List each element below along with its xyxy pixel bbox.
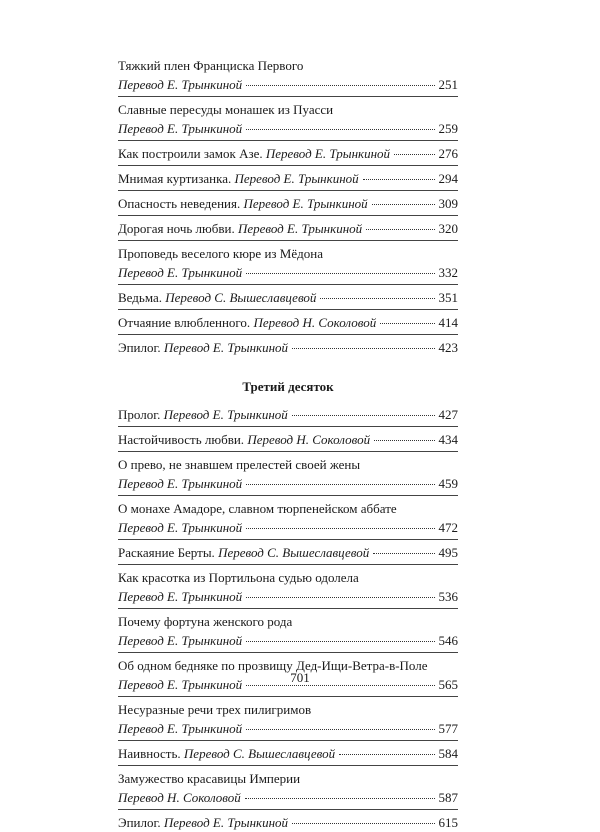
- entry-text: [118, 144, 390, 163]
- entry-title: Ведьма.: [118, 290, 162, 305]
- entry-text: [118, 338, 288, 357]
- entry-title: Наивность.: [118, 746, 181, 761]
- entry-page-number: 251: [438, 77, 458, 92]
- entry-translator: Перевод Н. Соколовой: [253, 315, 377, 330]
- page-number: 701: [290, 670, 310, 685]
- entry-divider: [118, 495, 458, 496]
- entry-translator: Перевод Е. Трынкиной: [265, 146, 391, 161]
- toc-entry: [118, 543, 458, 562]
- entry-page-number: 259: [438, 121, 458, 136]
- entry-divider: [118, 309, 458, 310]
- entry-page-number: 351: [438, 290, 458, 305]
- entry-divider: [118, 215, 458, 216]
- entry-divider: [118, 165, 458, 166]
- entry-translator: Перевод Е. Трынкиной: [118, 121, 243, 136]
- dot-leader: [246, 528, 434, 529]
- toc-entry: [118, 455, 458, 493]
- entry-page-number: 276: [438, 146, 458, 161]
- entry-translator: Перевод Е. Трынкиной: [118, 476, 243, 491]
- entry-text: [118, 543, 369, 562]
- entry-title: О прево, не знавшем прелестей своей жены: [118, 457, 361, 472]
- entry-title: О монахе Амадоре, славном тюрпенейском аббате: [118, 501, 397, 516]
- entry-divider: [118, 740, 458, 741]
- entry-title: Эпилог.: [118, 340, 161, 355]
- entry-title: Тяжкий плен Франциска Первого: [118, 58, 304, 73]
- entry-divider: [118, 765, 458, 766]
- entry-divider: [118, 240, 458, 241]
- toc-entry: [118, 288, 458, 307]
- toc-entry: [118, 219, 458, 238]
- entry-text: [118, 169, 359, 188]
- toc-entry: [118, 56, 458, 94]
- dot-leader: [246, 641, 434, 642]
- toc-entry: [118, 430, 458, 449]
- entry-translator: Перевод Н. Соколовой: [118, 790, 241, 805]
- entry-translator: Перевод С. Вышеславцевой: [218, 545, 370, 560]
- entry-title: Пролог.: [118, 407, 161, 422]
- toc-entry: [118, 813, 458, 832]
- toc-entry: [118, 700, 458, 738]
- entry-translator: Перевод Е. Трынкиной: [118, 77, 243, 92]
- entry-title: Замужество красавицы Империи: [118, 771, 301, 786]
- toc-entry: [118, 194, 458, 213]
- entry-divider: [118, 608, 458, 609]
- entry-divider: [118, 190, 458, 191]
- entry-title: Как красотка из Портильона судью одолела: [118, 570, 359, 585]
- entry-page-number: 459: [438, 476, 458, 491]
- entry-page-number: 427: [438, 407, 458, 422]
- entry-translator: Перевод Н. Соколовой: [247, 432, 371, 447]
- entry-translator: Перевод Е. Трынкиной: [163, 815, 289, 830]
- entry-text: [118, 744, 335, 763]
- dot-leader: [320, 298, 434, 299]
- dot-leader: [363, 179, 435, 180]
- entry-translator: Перевод Е. Трынкиной: [163, 407, 288, 422]
- dot-leader: [372, 204, 435, 205]
- entry-divider: [118, 539, 458, 540]
- toc-entry: [118, 568, 458, 606]
- entry-page-number: 320: [438, 221, 458, 236]
- entry-page-number: 309: [438, 196, 458, 211]
- entry-text: [118, 219, 362, 238]
- dot-leader: [246, 729, 434, 730]
- toc-entry: [118, 612, 458, 650]
- dot-leader: [374, 440, 434, 441]
- dot-leader: [394, 154, 434, 155]
- section-title: Третий десяток: [242, 379, 334, 394]
- toc-entry: [118, 244, 458, 282]
- entry-divider: [118, 334, 458, 335]
- entry-translator: Перевод С. Вышеславцевой: [165, 290, 317, 305]
- entry-page-number: 615: [438, 815, 458, 830]
- entry-page-number: 294: [438, 171, 458, 186]
- toc-entry: [118, 144, 458, 163]
- entry-divider: [118, 451, 458, 452]
- entry-title: Дорогая ночь любви.: [118, 221, 235, 236]
- entry-divider: [118, 809, 458, 810]
- entry-translator: Перевод Е. Трынкиной: [118, 721, 243, 736]
- dot-leader: [246, 273, 434, 274]
- entry-translator: Перевод Е. Трынкиной: [243, 196, 368, 211]
- entry-title: Проповедь веселого кюре из Мёдона: [118, 246, 323, 261]
- toc-entry: [118, 499, 458, 537]
- entry-page-number: 565: [438, 677, 458, 692]
- toc-section-second-ten: [118, 56, 458, 357]
- entry-text: [118, 430, 370, 449]
- entry-page-number: 414: [438, 315, 458, 330]
- entry-title: Отчаяние влюбленного.: [118, 315, 251, 330]
- entry-translator: Перевод Е. Трынкиной: [234, 171, 359, 186]
- dot-leader: [292, 415, 435, 416]
- entry-translator: Перевод Е. Трынкиной: [118, 520, 243, 535]
- entry-divider: [118, 96, 458, 97]
- entry-title: Опасность неведения.: [118, 196, 241, 211]
- toc-entry: [118, 313, 458, 332]
- entry-translator: Перевод Е. Трынкиной: [118, 633, 243, 648]
- dot-leader: [246, 484, 434, 485]
- dot-leader: [246, 85, 434, 86]
- toc-entry: [118, 744, 458, 763]
- entry-title: Мнимая куртизанка.: [118, 171, 232, 186]
- entry-title: Как построили замок Азе.: [118, 146, 263, 161]
- entry-page-number: 587: [438, 790, 458, 805]
- dot-leader: [292, 348, 434, 349]
- entry-text: [118, 288, 316, 307]
- entry-translator: Перевод Е. Трынкиной: [163, 340, 289, 355]
- entry-divider: [118, 696, 458, 697]
- entry-divider: [118, 284, 458, 285]
- dot-leader: [380, 323, 434, 324]
- entry-title: Славные пересуды монашек из Пуасси: [118, 102, 334, 117]
- entry-divider: [118, 140, 458, 141]
- entry-title: Настойчивость любви.: [118, 432, 245, 447]
- entry-page-number: 472: [438, 520, 458, 535]
- entry-divider: [118, 652, 458, 653]
- entry-translator: Перевод Е. Трынкиной: [118, 677, 243, 692]
- entry-text: [118, 813, 288, 832]
- toc-entry: [118, 769, 458, 807]
- entry-title: Почему фортуна женского рода: [118, 614, 293, 629]
- toc-section-third-ten: [118, 405, 458, 832]
- entry-divider: [118, 426, 458, 427]
- toc-entry: [118, 169, 458, 188]
- dot-leader: [246, 129, 434, 130]
- dot-leader: [246, 597, 434, 598]
- entry-page-number: 495: [438, 545, 458, 560]
- dot-leader: [292, 823, 434, 824]
- entry-text: [118, 405, 288, 424]
- dot-leader: [366, 229, 434, 230]
- entry-title: Раскаяние Берты.: [118, 545, 215, 560]
- dot-leader: [245, 798, 435, 799]
- table-of-contents: [118, 56, 458, 832]
- entry-page-number: 434: [438, 432, 458, 447]
- entry-page-number: 584: [438, 746, 458, 761]
- toc-entry: [118, 338, 458, 357]
- dot-leader: [339, 754, 434, 755]
- dot-leader: [373, 553, 434, 554]
- entry-translator: Перевод С. Вышеславцевой: [183, 746, 336, 761]
- entry-translator: Перевод Е. Трынкиной: [118, 589, 243, 604]
- entry-divider: [118, 564, 458, 565]
- entry-page-number: 536: [438, 589, 458, 604]
- entry-translator: Перевод Е. Трынкиной: [118, 265, 243, 280]
- entry-translator: Перевод Е. Трынкиной: [237, 221, 363, 236]
- toc-entry: [118, 405, 458, 424]
- entry-page-number: 577: [438, 721, 458, 736]
- entry-title: Эпилог.: [118, 815, 161, 830]
- entry-text: [118, 194, 368, 213]
- entry-text: [118, 313, 376, 332]
- entry-page-number: 423: [438, 340, 458, 355]
- entry-page-number: 332: [438, 265, 458, 280]
- entry-title: Несуразные речи трех пилигримов: [118, 702, 312, 717]
- entry-title: Об одном бедняке по прозвищу Дед-Ищи-Ветра-в-Поле: [118, 658, 428, 673]
- entry-page-number: 546: [438, 633, 458, 648]
- toc-entry: [118, 100, 458, 138]
